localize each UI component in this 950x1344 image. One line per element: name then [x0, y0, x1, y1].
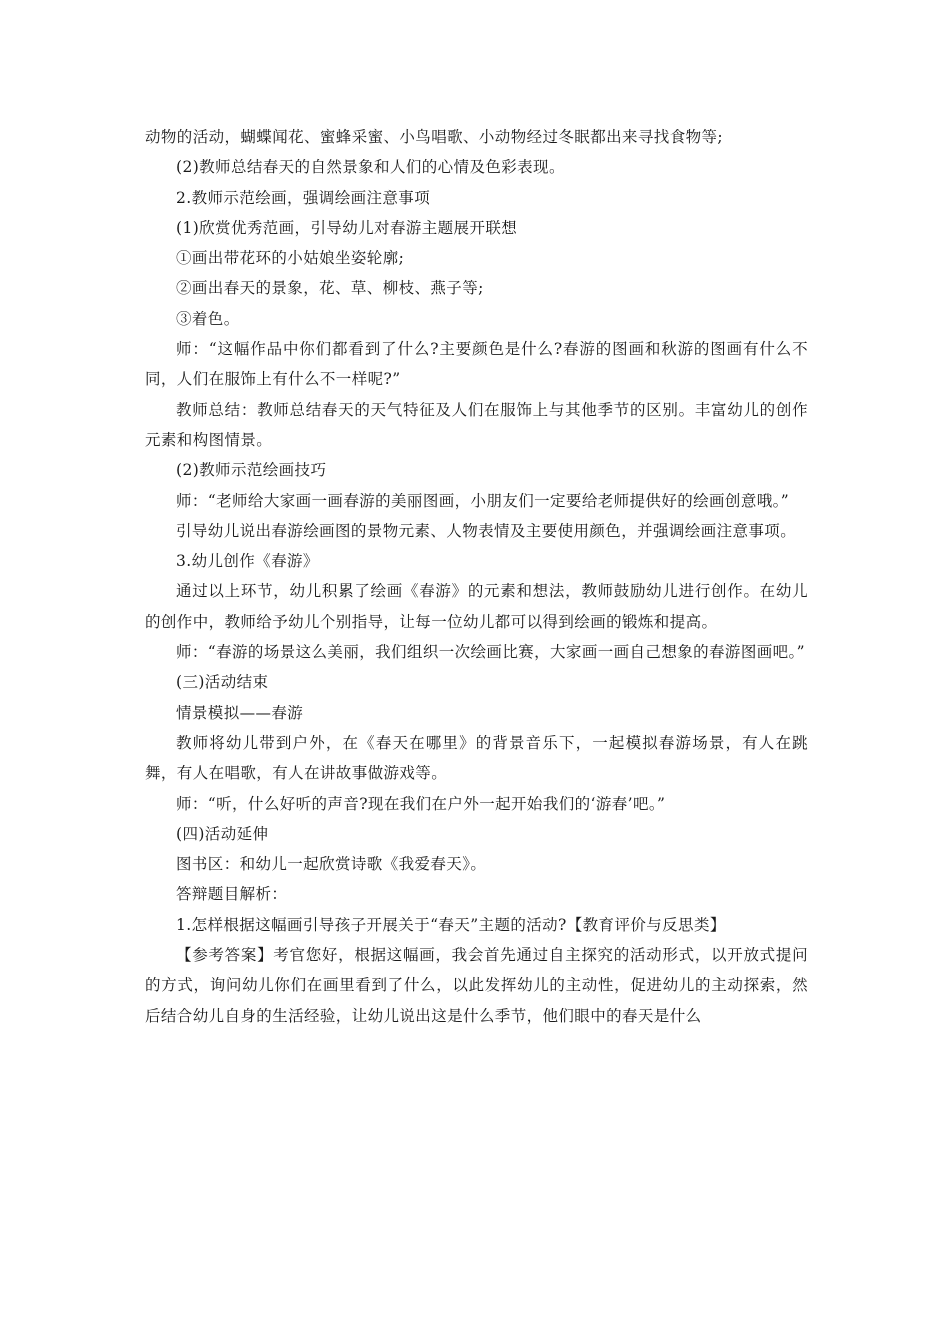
paragraph: 引导幼儿说出春游绘画图的景物元素、人物表情及主要使用颜色，并强调绘画注意事项。 [176, 521, 797, 540]
subsection-heading: (2)教师示范绘画技巧 [176, 461, 327, 480]
paragraph: (2)教师总结春天的自然景象和人们的心情及色彩表现。 [176, 158, 565, 177]
list-item: ②画出春天的景象，花、草、柳枝、燕子等; [176, 279, 484, 298]
subsection-heading: (1)欣赏优秀范画，引导幼儿对春游主题展开联想 [176, 218, 518, 237]
paragraph: 师：“这幅作品中你们都看到了什么?主要颜色是什么?春游的图画和秋游的图画有什么不同，人们在服饰上有什么不一样呢?” [145, 340, 808, 389]
subsection-heading: 情景模拟——春游 [176, 703, 304, 722]
paragraph: 师：“听，什么好听的声音?现在我们在户外一起开始我们的‘游春’吧。” [176, 794, 666, 813]
paragraph: 师：“春游的场景这么美丽，我们组织一次绘画比赛，大家画一画自己想象的春游图画吧。” [176, 643, 806, 662]
paragraph: 教师总结：教师总结春天的天气特征及人们在服饰上与其他季节的区别。丰富幼儿的创作元素和构图情景。 [145, 400, 808, 449]
paragraph: 教师将幼儿带到户外，在《春天在哪里》的背景音乐下，一起模拟春游场景，有人在跳舞，有人在唱歌，有人在讲故事做游戏等。 [145, 733, 808, 783]
question-heading: 1.怎样根据这幅画引导孩子开展关于“春天”主题的活动?【教育评价与反思类】 [176, 915, 726, 934]
paragraph: 通过以上环节，幼儿积累了绘画《春游》的元素和想法，教师鼓励幼儿进行创作。在幼儿的创作中，教师给予幼儿个别指导，让每一位幼儿都可以得到绘画的锻炼和提高。 [145, 582, 808, 631]
list-item: ③着色。 [176, 309, 240, 328]
section-heading: 2.教师示范绘画，强调绘画注意事项 [176, 188, 431, 207]
paragraph: 图书区：和幼儿一起欣赏诗歌《我爱春天》。 [176, 855, 487, 874]
answer-paragraph: 【参考答案】考官您好，根据这幅画，我会首先通过自主探究的活动形式，以开放式提问的方式，询问幼儿你们在画里看到了什么，以此发挥幼儿的主动性，促进幼儿的主动探索，然后结合幼儿自身的生活经验，让幼儿说出这是什么季节，他们眼中的春天是什么 [145, 946, 808, 1025]
document-body [145, 122, 808, 1031]
list-item: ①画出带花环的小姑娘坐姿轮廓; [176, 249, 405, 268]
section-heading: 3.幼儿创作《春游》 [176, 552, 319, 571]
paragraph: 师：“老师给大家画一画春游的美丽图画，小朋友们一定要给老师提供好的绘画创意哦。” [176, 491, 790, 510]
section-heading: 答辩题目解析： [176, 885, 288, 904]
paragraph: 动物的活动，蝴蝶闻花、蜜蜂采蜜、小鸟唱歌、小动物经过冬眠都出来寻找食物等; [145, 128, 724, 146]
section-heading: (四)活动延伸 [176, 824, 269, 843]
section-heading: (三)活动结束 [176, 673, 269, 692]
